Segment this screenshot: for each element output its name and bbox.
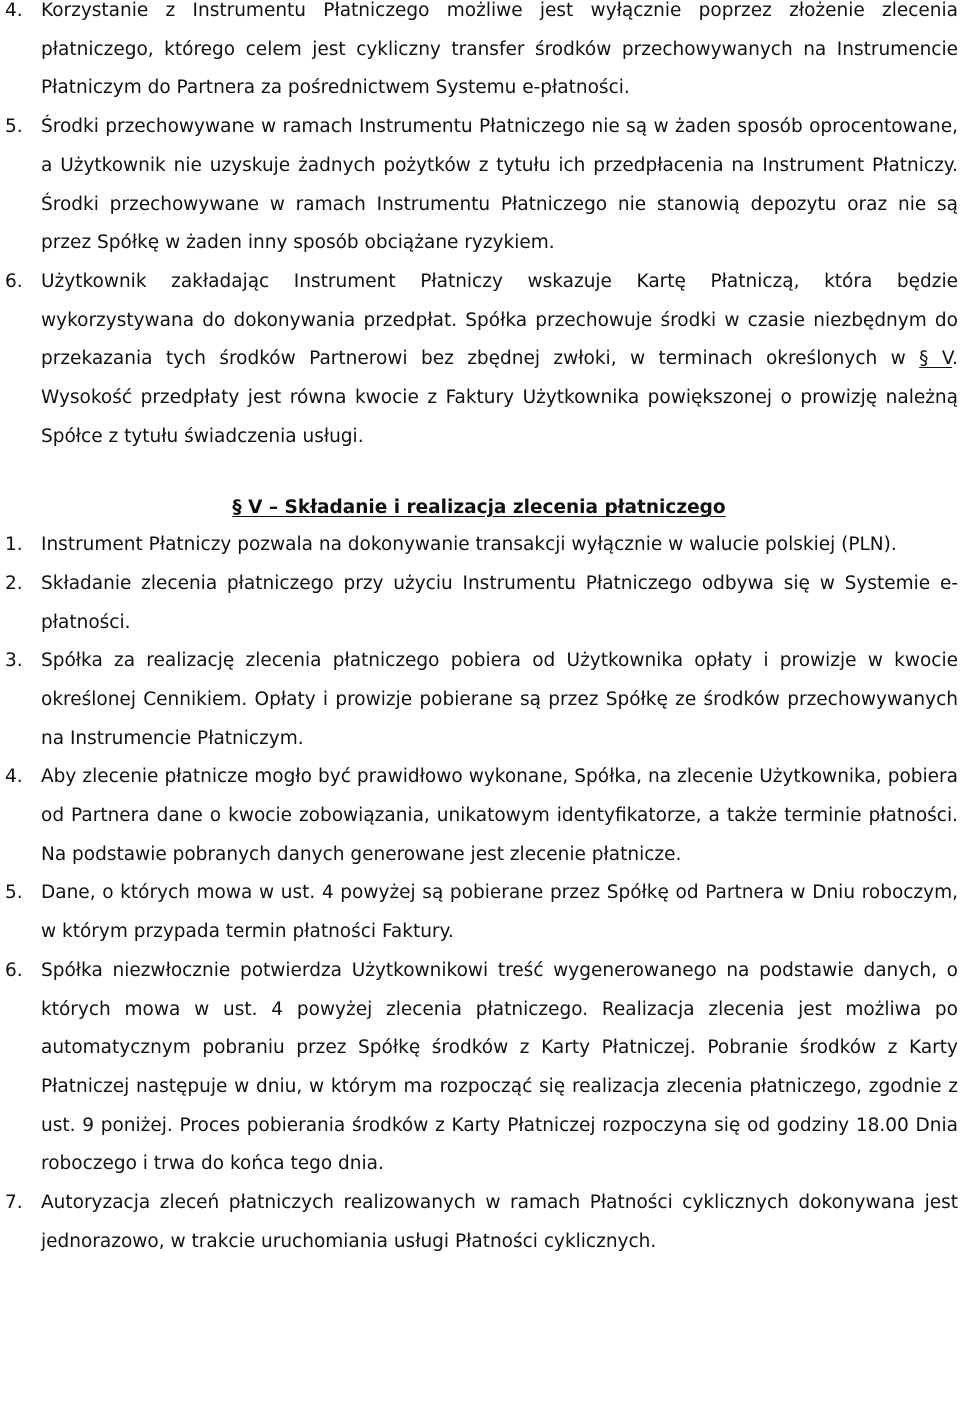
item-text: Składanie zlecenia płatniczego przy użyciu Instrumentu Płatniczego odbywa się w Systemie e-płatności. [41, 572, 958, 633]
item-text: Spółka za realizację zlecenia płatniczego pobiera od Użytkownika opłaty i prowizje w kwocie określonej Cennikiem. Opłaty i prowizje pobierane są przez Spółkę ze środków przechowywanych na Instrumencie Płatniczym. [41, 650, 958, 749]
list-item [0, 565, 958, 642]
item-text: Spółka niezwłocznie potwierdza Użytkownikowi treść wygenerowanego na podstawie danych, o których mowa w ust. 4 powyżej zlecenia płatniczego. Realizacja zlecenia jest możliwa po automatycznym pobraniu przez Spółkę środków z Karty Płatniczej. Pobranie środków z Karty Płatniczej następuje w dniu, w którym ma rozpocząć się realizacja zlecenia płatniczego, zgodnie z ust. 9 poniżej. Proces pobierania środków z Karty Płatniczej rozpoczyna się od godziny 18.00 Dnia roboczego i trwa do końca tego dnia. [41, 959, 958, 1175]
list-item [0, 874, 958, 951]
item-text: Środki przechowywane w ramach Instrumentu Płatniczego nie są w żaden sposób oprocentowane, a Użytkownik nie uzyskuje żadnych pożytków z tytułu ich przedpłacenia na Instrument Płatniczy. Środki przechowywane w ramach Instrumentu Płatniczego nie stanowią depozytu oraz nie są przez Spółkę w żaden inny sposób obciążane ryzykiem. [41, 116, 958, 254]
item-number: 4. [5, 0, 23, 21]
item-text: . Wysokość przedpłaty jest równa kwocie z Faktury Użytkownika powiększonej o prowizję należną Spółce z tytułu świadczenia usługi. [41, 348, 958, 447]
item-number: 2. [5, 572, 23, 594]
item-text: Dane, o których mowa w ust. 4 powyżej są pobierane przez Spółkę od Partnera w Dniu roboczym, w którym przypada termin płatności Faktury. [41, 882, 958, 943]
section-sign: § [232, 497, 242, 519]
section-title: V – Składanie i realizacja zlecenia płatniczego [248, 497, 726, 519]
section-heading [0, 489, 958, 528]
section-reference: § V [919, 348, 953, 370]
item-number: 5. [5, 882, 23, 904]
item-number: 6. [5, 959, 23, 981]
item-number: 6. [5, 270, 23, 292]
item-number: 4. [5, 766, 23, 788]
list-item [0, 952, 958, 1184]
item-text: Użytkownik zakładając Instrument Płatniczy wskazuje Kartę Płatniczą, która będzie wykorzystywana do dokonywania przedpłat. Spółka przechowuje środki w czasie niezbędnym do przekazania tych środków Partnerowi bez zbędnej zwłoki, w terminach określonych w [41, 270, 958, 370]
item-number: 7. [5, 1192, 23, 1214]
item-text: Autoryzacja zleceń płatniczych realizowanych w ramach Płatności cyklicznych dokonywana jest jednorazowo, w trakcie uruchomiania usługi Płatności cyklicznych. [41, 1192, 958, 1252]
item-text: Korzystanie z Instrumentu Płatniczego możliwe jest wyłącznie poprzez złożenie zlecenia płatniczego, którego celem jest cykliczny transfer środków przechowywanych na Instrumencie Płatniczym do Partnera za pośrednictwem Systemu e-płatności. [41, 0, 958, 99]
list-item [0, 526, 958, 565]
item-number: 1. [5, 534, 23, 556]
item-text: Aby zlecenie płatnicze mogło być prawidłowo wykonane, Spółka, na zlecenie Użytkownika, pobiera od Partnera dane o kwocie zobowiązania, unikatowym identyfikatorze, a także terminie płatności. Na podstawie pobranych danych generowane jest zlecenie płatnicze. [41, 766, 958, 865]
list-item [0, 0, 958, 108]
list-item [0, 108, 958, 263]
list-item [0, 1184, 958, 1261]
list-item [0, 263, 958, 457]
item-number: 3. [5, 650, 23, 672]
list-item [0, 642, 958, 758]
list-item [0, 758, 958, 874]
item-number: 5. [5, 116, 23, 138]
item-text: Instrument Płatniczy pozwala na dokonywanie transakcji wyłącznie w walucie polskiej (PLN). [41, 534, 897, 556]
